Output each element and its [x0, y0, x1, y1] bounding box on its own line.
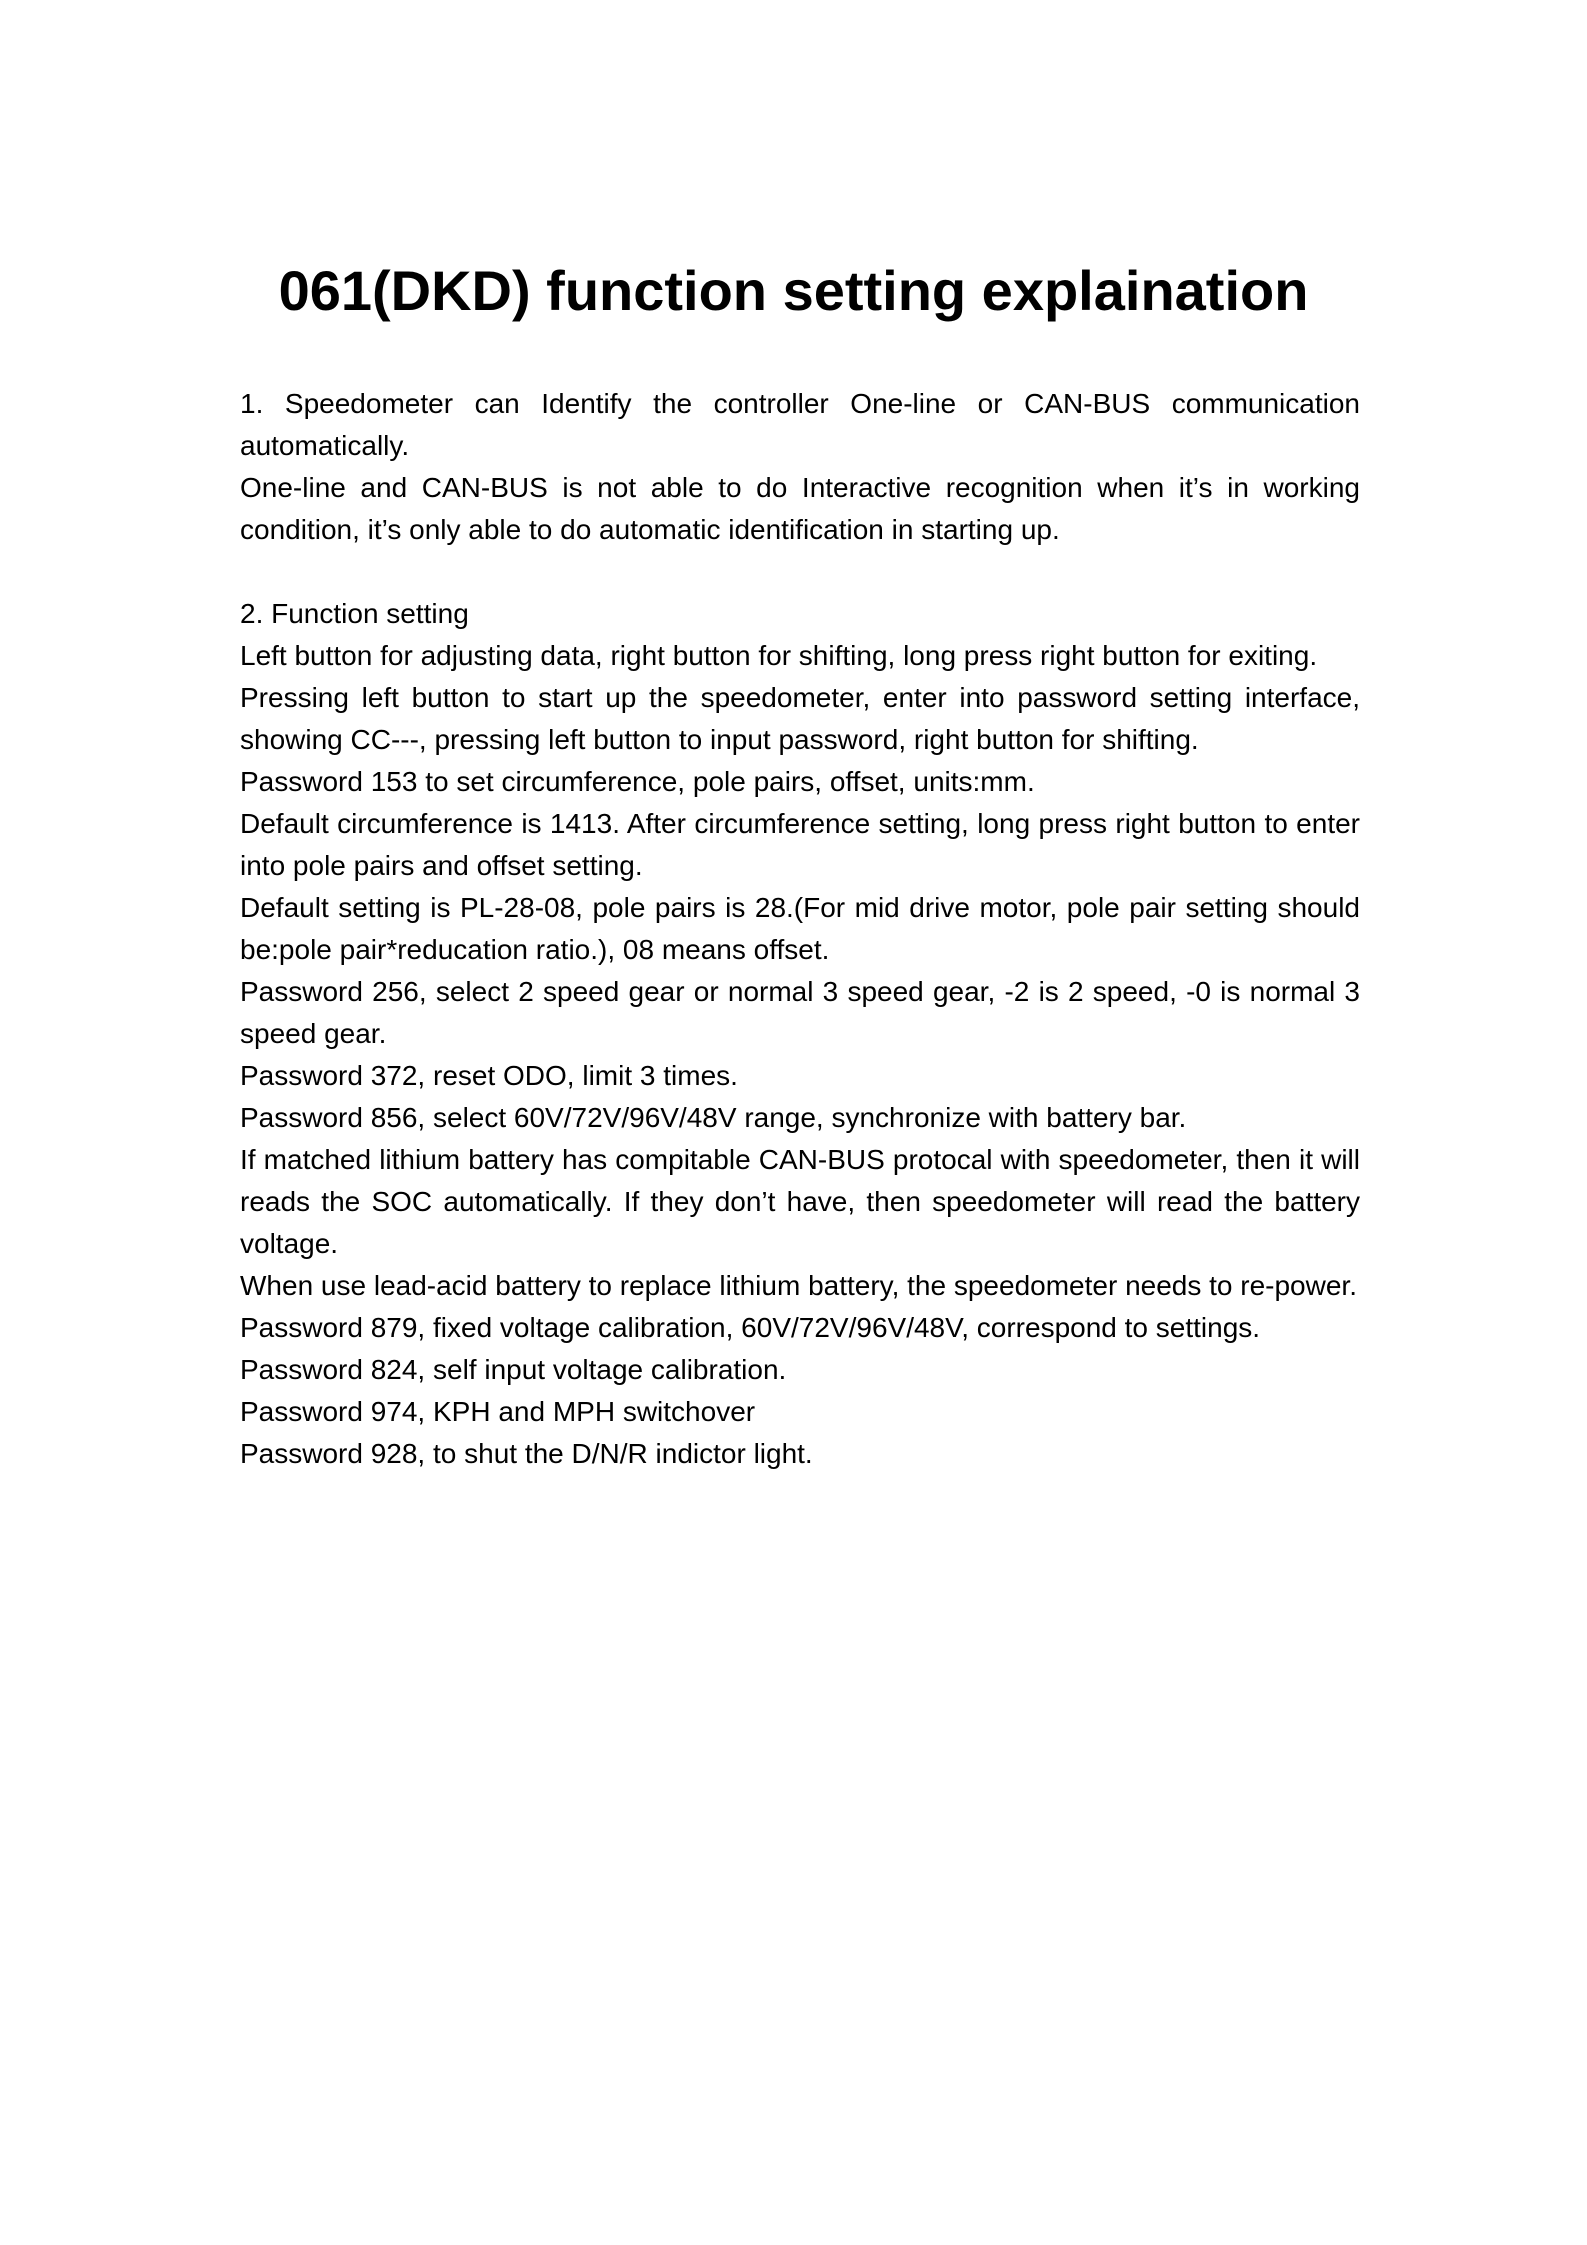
- document-title: 061(DKD) function setting explaination: [278, 259, 1309, 322]
- paragraph: Pressing left button to start up the speedometer, enter into password setting interface, showing CC---, pressing left button to input password, right button for shifting.: [240, 682, 1360, 755]
- paragraph: Password 856, select 60V/72V/96V/48V range, synchronize with battery bar.: [240, 1102, 1187, 1133]
- paragraph: Password 824, self input voltage calibration.: [240, 1354, 787, 1385]
- paragraph: 1. Speedometer can Identify the controller One-line or CAN-BUS communication automatically.: [240, 388, 1360, 461]
- section-heading: 2. Function setting: [240, 598, 469, 629]
- paragraph: If matched lithium battery has compitable CAN-BUS protocal with speedometer, then it will reads the SOC automatically. If they don’t have, then speedometer will read the battery voltage.: [240, 1144, 1360, 1259]
- paragraph: Default setting is PL-28-08, pole pairs is 28.(For mid drive motor, pole pair setting should be:pole pair*reducation ratio.), 08 means offset.: [240, 892, 1360, 965]
- document-body: [240, 383, 1360, 1475]
- paragraph: Left button for adjusting data, right button for shifting, long press right button for exiting.: [240, 640, 1318, 671]
- paragraph: Password 879, fixed voltage calibration, 60V/72V/96V/48V, correspond to settings.: [240, 1312, 1261, 1343]
- paragraph: One-line and CAN-BUS is not able to do Interactive recognition when it’s in working condition, it’s only able to do automatic identification in starting up.: [240, 472, 1360, 545]
- paragraph: Default circumference is 1413. After circumference setting, long press right button to enter into pole pairs and offset setting.: [240, 808, 1360, 881]
- paragraph: Password 372, reset ODO, limit 3 times.: [240, 1060, 738, 1091]
- paragraph-spacer: [240, 551, 1360, 593]
- paragraph: When use lead-acid battery to replace lithium battery, the speedometer needs to re-power.: [240, 1270, 1357, 1301]
- paragraph: Password 153 to set circumference, pole pairs, offset, units:mm.: [240, 766, 1035, 797]
- paragraph: Password 256, select 2 speed gear or normal 3 speed gear, -2 is 2 speed, -0 is normal 3 speed gear.: [240, 976, 1360, 1049]
- paragraph: Password 928, to shut the D/N/R indictor light.: [240, 1438, 813, 1469]
- paragraph: Password 974, KPH and MPH switchover: [240, 1396, 756, 1427]
